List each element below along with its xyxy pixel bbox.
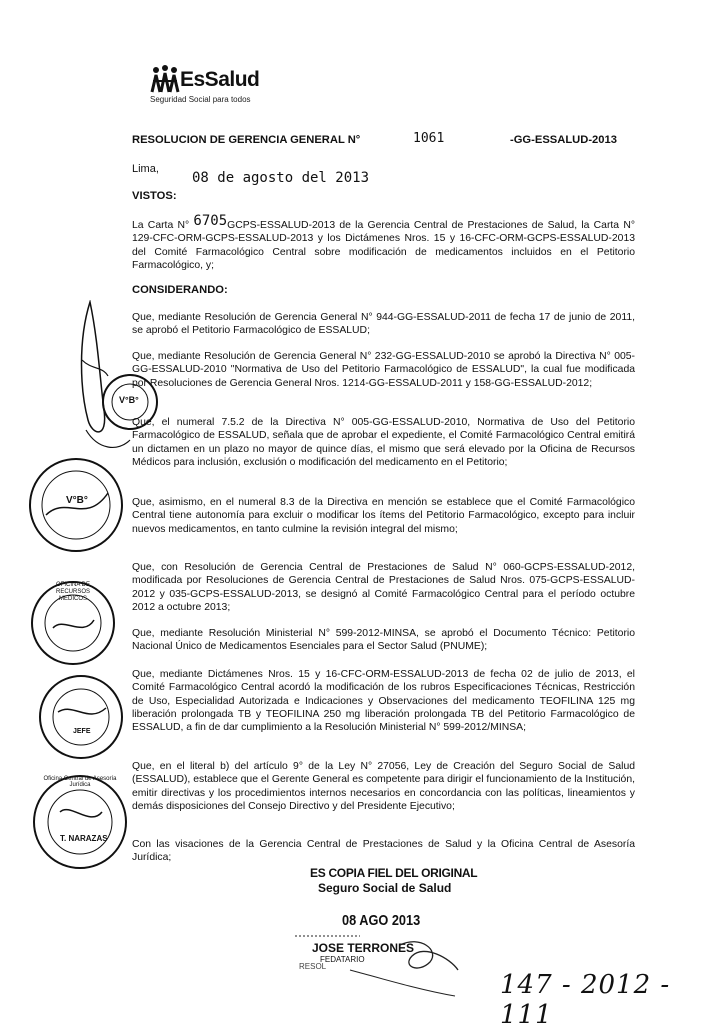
asesoria-juridica-stamp: Oficina Central de Asesoría Jurídica T. NARAZAS	[30, 772, 130, 872]
considerando-paragraph: Que, el numeral 7.5.2 de la Directiva N° 005-GG-ESSALUD-2010, Normativa de Uso del Petitorio Farmacológico de ESSALUD, señala que de aprobar el expediente, el Comité Farmacológico Central emitirá un dictamen en un plazo no mayor de quince días, el mismo que será elevado por la Oficina de Recursos Médicos para inclusión, exclusión o modificación del medicamento en el Petitorio;	[132, 417, 635, 468]
signature-icon	[290, 930, 460, 1000]
resolution-suffix: -GG-ESSALUD-2013	[510, 134, 617, 146]
letter-prefix: La Carta N°	[132, 220, 190, 231]
place-city: Lima,	[132, 163, 159, 175]
resolution-number: 1061	[413, 131, 445, 146]
vistos-heading: VISTOS:	[132, 190, 177, 202]
considerando-paragraph: Con las visaciones de la Gerencia Central de Prestaciones de Salud y la Oficina Central de Asesoría Jurídica;	[132, 839, 635, 864]
logo-tagline: Seguridad Social para todos	[150, 95, 251, 104]
certifier-name: JOSE TERRONES	[312, 941, 415, 955]
jefe-stamp: JEFE	[36, 672, 126, 762]
approval-stamp-2: V°B°	[26, 455, 126, 555]
considerando-paragraph: Que, mediante Resolución Ministerial N° 599-2012-MINSA, se aprobó el Documento Técnico: Petitorio Nacional Único de Medicamentos Esenciales para el Sector Salud (PNUME);	[132, 628, 635, 653]
certification-date: 08 AGO 2013	[342, 912, 421, 929]
vistos-text: GCPS-ESSALUD-2013 de la Gerencia Central de Prestaciones de Salud, la Carta N° 129-CFC-ORM-GCPS-ESSALUD-2013 y los Dictámenes Nros. 15 y 16-CFC-ORM-GCPS-ESSALUD-2013 del Comité Farmacológico Central sobre modificación de medicamentos incluidos en el Petitorio Farmacológico, y;	[132, 220, 635, 271]
certified-copy-entity: Seguro Social de Salud	[318, 881, 452, 895]
handwritten-reference: 147 - 2012 - 111	[500, 970, 671, 1030]
resolution-date: 08 de agosto del 2013	[192, 170, 370, 186]
people-logo-icon	[150, 64, 180, 94]
logo-wordmark: EsSalud	[180, 68, 260, 91]
letter-number: 6705	[193, 213, 228, 229]
resolution-title: RESOLUCION DE GERENCIA GENERAL N°	[132, 134, 361, 146]
certified-copy-line: ES COPIA FIEL DEL ORIGINAL	[310, 866, 478, 880]
considerando-paragraph: Que, en el literal b) del artículo 9° de la Ley N° 27056, Ley de Creación del Seguro Social de Salud (ESSALUD), establece que el Gerente General es competente para dirigir el funcionamiento de la Institución, emitir directivas y los procedimientos internos necesarios en concordancia con las políticas, lineamientos y demás disposiciones del Consejo Directivo y del Presidente Ejecutivo;	[132, 761, 635, 812]
considerando-paragraph: Que, mediante Dictámenes Nros. 15 y 16-CFC-ORM-ESSALUD-2013 de fecha 02 de julio de 2013, el Comité Farmacológico Central acordó la modificación de los rubros Especificaciones Técnicas, Restricción de Uso, Especialidad Autorizada e Indicaciones y Observaciones del medicamento TEOFILINA 125 mg liberación prolongada TB y TEOFILINA 250 mg liberación prolongada TB del Petitorio Farmacológico de ESSALUD, a fin de dar cumplimiento a la Resolución Ministerial N° 599-2012/MINSA;	[132, 669, 635, 734]
certifier-office: RESOL	[299, 962, 327, 971]
considerando-paragraph: Que, asimismo, en el numeral 8.3 de la Directiva en mención se establece que el Comité Farmacológico Central tiene autonomía para excluir o modificar los ítems del Petitorio Farmacológico, excepto para incluir nuevos medicamentos, en tanto culmine la revisión integral del mismo;	[132, 497, 635, 535]
approval-stamp-1: V°B°	[100, 372, 160, 432]
considerando-paragraph: Que, con Resolución de Gerencia Central de Prestaciones de Salud N° 060-GCPS-ESSALUD-2012, modificada por Resoluciones de Gerencia Central de Prestaciones de Salud Nros. 075-GCPS-ESSALUD-2012 y 035-GCPS-ESSALUD-2013, se designó al Comité Farmacológico Central para el período octubre 2012 a octubre 2013;	[132, 562, 635, 613]
vistos-paragraph	[132, 215, 635, 272]
recursos-medicos-stamp: OFICINA DE RECURSOS MEDICOS	[28, 578, 118, 668]
considerando-heading: CONSIDERANDO:	[132, 284, 228, 296]
certifier-role: FEDATARIO	[320, 955, 365, 964]
considerando-paragraph: Que, mediante Resolución de Gerencia General N° 944-GG-ESSALUD-2011 de fecha 17 de junio de 2011, se aprobó el Petitorio Farmacológico de ESSALUD;	[132, 312, 635, 337]
essalud-logo	[150, 64, 310, 114]
considerando-paragraph: Que, mediante Resolución de Gerencia General N° 232-GG-ESSALUD-2010 se aprobó la Directiva N° 005-GG-ESSALUD-2010 "Normativa de Uso del Petitorio Farmacológico de ESSALUD", la cual fue modificada por Resoluciones de Gerencia General Nros. 1214-GG-ESSALUD-2011 y 158-GG-ESSALUD-2012;	[132, 351, 635, 389]
